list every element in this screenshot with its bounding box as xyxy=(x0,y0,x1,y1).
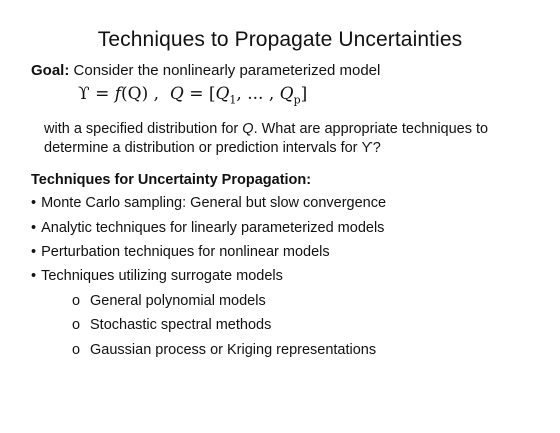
sub-bullet-item xyxy=(72,342,376,358)
model-equation xyxy=(78,84,307,106)
eq-rhs-close: ] xyxy=(300,84,308,104)
bullet-item xyxy=(31,220,384,236)
sub-bullet-text: Gaussian process or Kriging representations xyxy=(90,342,377,358)
slide-title: Techniques to Propagate Uncertainties xyxy=(97,28,463,51)
eq-upsilon: ϒ xyxy=(78,84,90,104)
bullet-text: Monte Carlo sampling: General but slow convergence xyxy=(41,195,387,211)
eq-Q: Q xyxy=(169,84,184,104)
eq-equals: = xyxy=(95,84,110,104)
bullet-item xyxy=(31,195,386,211)
bullet-marker: • xyxy=(31,268,37,284)
eq-q1: Q xyxy=(215,84,230,104)
goal-text: Consider the nonlinearly parameterized model xyxy=(73,62,381,79)
eq-f: f xyxy=(114,84,122,104)
bullet-text: Perturbation techniques for nonlinear models xyxy=(41,244,330,260)
sub-bullet-text: General polynomial models xyxy=(90,293,266,309)
bullet-item xyxy=(31,244,330,260)
bullet-item xyxy=(31,268,283,284)
goal-para-line-2: determine a distribution or prediction intervals for ϒ? xyxy=(44,140,381,156)
bullet-text: Techniques utilizing surrogate models xyxy=(41,268,283,284)
goal-line xyxy=(31,62,380,79)
eq-rhs-open: = [ xyxy=(189,84,216,104)
goal-para-text-a: with a specified distribution for xyxy=(44,121,239,137)
eq-qp-sub: p xyxy=(293,93,301,107)
eq-q1-sub: 1 xyxy=(229,93,237,107)
goal-paragraph xyxy=(44,120,488,158)
goal-label: Goal: xyxy=(31,62,70,79)
sub-bullet-marker: o xyxy=(72,342,81,358)
bullet-marker: • xyxy=(31,220,37,236)
sub-bullet-item xyxy=(72,293,266,309)
bullet-marker: • xyxy=(31,195,37,211)
bullet-text: Analytic techniques for linearly parameterized models xyxy=(41,220,385,236)
goal-para-line-1 xyxy=(44,120,488,139)
goal-para-text-b: . What are appropriate techniques to xyxy=(253,121,489,137)
sub-bullet-item xyxy=(72,317,271,333)
sub-bullet-text: Stochastic spectral methods xyxy=(90,317,272,333)
bullet-marker: • xyxy=(31,244,37,260)
eq-arg: (Q) , xyxy=(121,84,160,104)
eq-qp: Q xyxy=(279,84,294,104)
goal-para-q: Q xyxy=(242,121,254,137)
sub-bullet-marker: o xyxy=(72,317,81,333)
section-heading: Techniques for Uncertainty Propagation: xyxy=(31,172,312,188)
eq-dots: , ... , xyxy=(236,84,275,104)
sub-bullet-marker: o xyxy=(72,293,81,309)
